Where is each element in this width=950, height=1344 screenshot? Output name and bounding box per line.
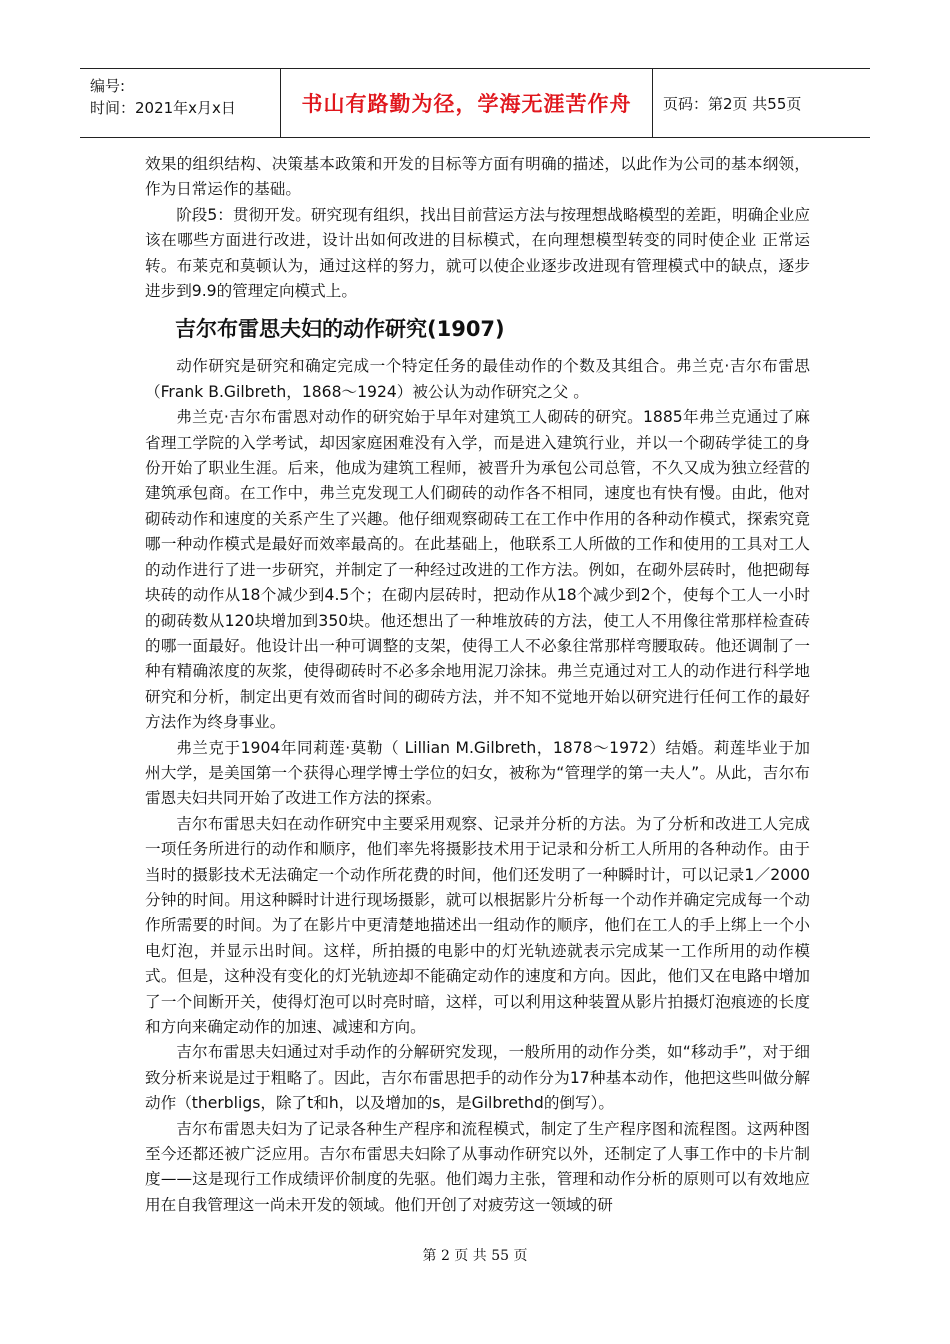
paragraph: 效果的组织结构、决策基本政策和开发的目标等方面有明确的描述，以此作为公司的基本纲领，作为日常运作的基础。	[145, 155, 810, 199]
paragraph: 阶段5：贯彻开发。研究现有组织，找出目前营运方法与按理想战略模型的差距，明确企业应该在哪些方面进行改进，设计出如何改进的目标模式，在向理想模型转变的同时使企业 正常运转。布莱克和莫顿认为，通过这样的努力，就可以使企业逐步改进现有管理模式中的缺点，逐步进步到9.9的管理定向模式上。	[145, 205, 810, 301]
paragraph: 吉尔布雷思夫妇通过对手动作的分解研究发现，一般所用的动作分类，如“移动手”，对于细致分析来说是过于粗略了。因此，吉尔布雷思把手的动作分为17种基本动作，他把这些叫做分解动作（therbligs，除了t和h，以及增加的s，是Gilbrethd的倒写）。	[145, 1043, 810, 1113]
paragraph: 吉尔布雷恩夫妇为了记录各种生产程序和流程模式，制定了生产程序图和流程图。这两种图至今还都还被广泛应用。吉尔布雷思夫妇除了从事动作研究以外，还制定了人事工作中的卡片制度——这是现行工作成绩评价制度的先驱。他们竭力主张，管理和动作分析的原则可以有效地应用在自我管理这一尚未开发的领域。他们开创了对疲劳这一领域的研	[145, 1119, 810, 1214]
document-body	[145, 152, 810, 1218]
paragraph: 动作研究是研究和确定完成一个特定任务的最佳动作的个数及其组合。弗兰克·吉尔布雷思（Frank B.Gilbreth，1868～1924）被公认为动作研究之父 。	[145, 357, 810, 401]
header-meta	[80, 69, 280, 137]
paragraph: 吉尔布雷思夫妇在动作研究中主要采用观察、记录并分析的方法。为了分析和改进工人完成一项任务所进行的动作和顺序，他们率先将摄影技术用于记录和分析工人所用的各种动作。由于当时的摄影技术无法确定一个动作所花费的时间，他们还发明了一种瞬时计，可以记录1／2000分钟的时间。用这种瞬时计进行现场摄影，就可以根据影片分析每一个动作并确定完成每一个动作所需要的时间。为了在影片中更清楚地描述出一组动作的顺序，他们在工人的手上绑上一个小电灯泡，并显示出时间。这样，所拍摄的电影中的灯光轨迹就表示完成某一工作所用的动作模式。但是，这种没有变化的灯光轨迹却不能确定动作的速度和方向。因此，他们又在电路中增加了一个间断开关，使得灯泡可以时亮时暗，这样，可以利用这种装置从影片拍摄灯泡痕迹的长度和方向来确定动作的加速、减速和方向。	[145, 814, 810, 1036]
page-footer: 第 2 页 共 55 页	[422, 1248, 528, 1264]
page-header	[80, 68, 870, 138]
paragraph: 弗兰克于1904年同莉莲·莫勒（ Lillian M.Gilbreth，1878～1972）结婚。莉莲毕业于加州大学，是美国第一个获得心理学博士学位的妇女，被称为“管理学的第一夫人”。从此，吉尔布雷恩夫妇共同开始了改进工作方法的探索。	[145, 738, 810, 808]
motto: 书山有路勤为径，学海无涯苦作舟	[280, 69, 653, 137]
time-label: 时间：2021年x月x日	[90, 99, 236, 117]
number-label: 编号:	[90, 77, 126, 95]
section-title: 吉尔布雷思夫妇的动作研究(1907)	[175, 317, 505, 342]
page-info: 页码：第2页 共55页	[663, 94, 802, 113]
paragraph: 弗兰克·吉尔布雷恩对动作的研究始于早年对建筑工人砌砖的研究。1885年弗兰克通过了麻省理工学院的入学考试，却因家庭困难没有入学，而是进入建筑行业，并以一个砌砖学徒工的身份开始了职业生涯。后来，他成为建筑工程师，被晋升为承包公司总管，不久又成为独立经营的建筑承包商。在工作中，弗兰克发现工人们砌砖的动作各不相同，速度也有快有慢。由此，他对砌砖动作和速度的关系产生了兴趣。他仔细观察砌砖工在工作中作用的各种动作模式，探索究竟哪一种动作模式是最好而效率最高的。在此基础上，他联系工人所做的工作和使用的工具对工人的动作进行了进一步研究，并制定了一种经过改进的工作方法。例如，在砌外层砖时，他把砌每块砖的动作从18个减少到4.5个；在砌内层砖时，把动作从18个减少到2个，使每个工人一小时的砌砖数从120块增加到350块。他还想出了一种堆放砖的方法，使工人不用像往常那样检查砖的哪一面最好。他设计出一种可调整的支架，使得工人不必象往常那样弯腰取砖。他还调制了一种有精确浓度的灰浆，使得砌砖时不必多余地用泥刀涂抹。弗兰克通过对工人的动作进行科学地研究和分析，制定出更有效而省时间的砌砖方法，并不知不觉地开始以研究进行任何工作的最好方法作为终身事业。	[145, 408, 810, 732]
